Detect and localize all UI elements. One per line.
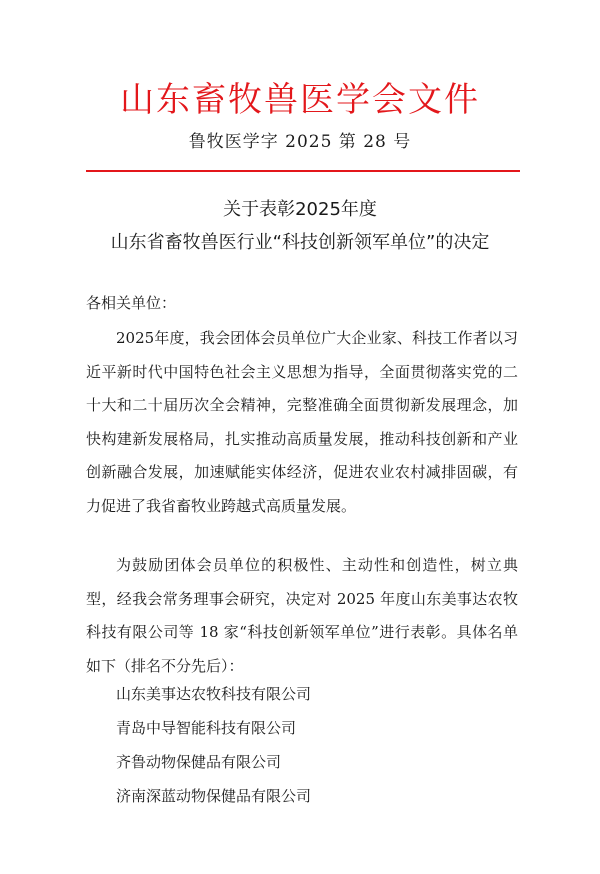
list-item: 齐鲁动物保健品有限公司 xyxy=(116,753,282,771)
list-item: 青岛中导智能科技有限公司 xyxy=(116,719,297,737)
honored-units-list xyxy=(116,681,311,817)
list-item: 济南深蓝动物保健品有限公司 xyxy=(116,787,312,805)
salutation: 各相关单位： xyxy=(86,294,177,312)
decision-title-line1: 关于表彰2025年度 xyxy=(223,199,377,220)
document-number: 鲁牧医学字 2025 第 28 号 xyxy=(188,132,412,152)
list-item: 山东美事达农牧科技有限公司 xyxy=(116,685,312,703)
body-paragraph-2: 为鼓励团体会员单位的积极性、主动性和创造性，树立典型，经我会常务理事会研究，决定对 2025 年度山东美事达农牧科技有限公司等 18 家“科技创新领军单位”进行表彰。具体名单如下（排名不分先后）： xyxy=(86,556,518,675)
masthead-title: 山东畜牧兽医学会文件 xyxy=(120,80,480,120)
decision-title-line2: 山东省畜牧兽医行业“科技创新领军单位”的决定 xyxy=(110,232,490,253)
body-paragraph-1: 2025年度，我会团体会员单位广大企业家、科技工作者以习近平新时代中国特色社会主义思想为指导，全面贯彻落实党的二十大和二十届历次全会精神，完整准确全面贯彻新发展理念，加快构建新发展格局，扎实推动高质量发展，推动科技创新和产业创新融合发展，加速赋能实体经济，促进农业农村减排固碳，有力促进了我省畜牧业跨越式高质量发展。 xyxy=(86,329,518,515)
red-divider xyxy=(86,170,520,172)
